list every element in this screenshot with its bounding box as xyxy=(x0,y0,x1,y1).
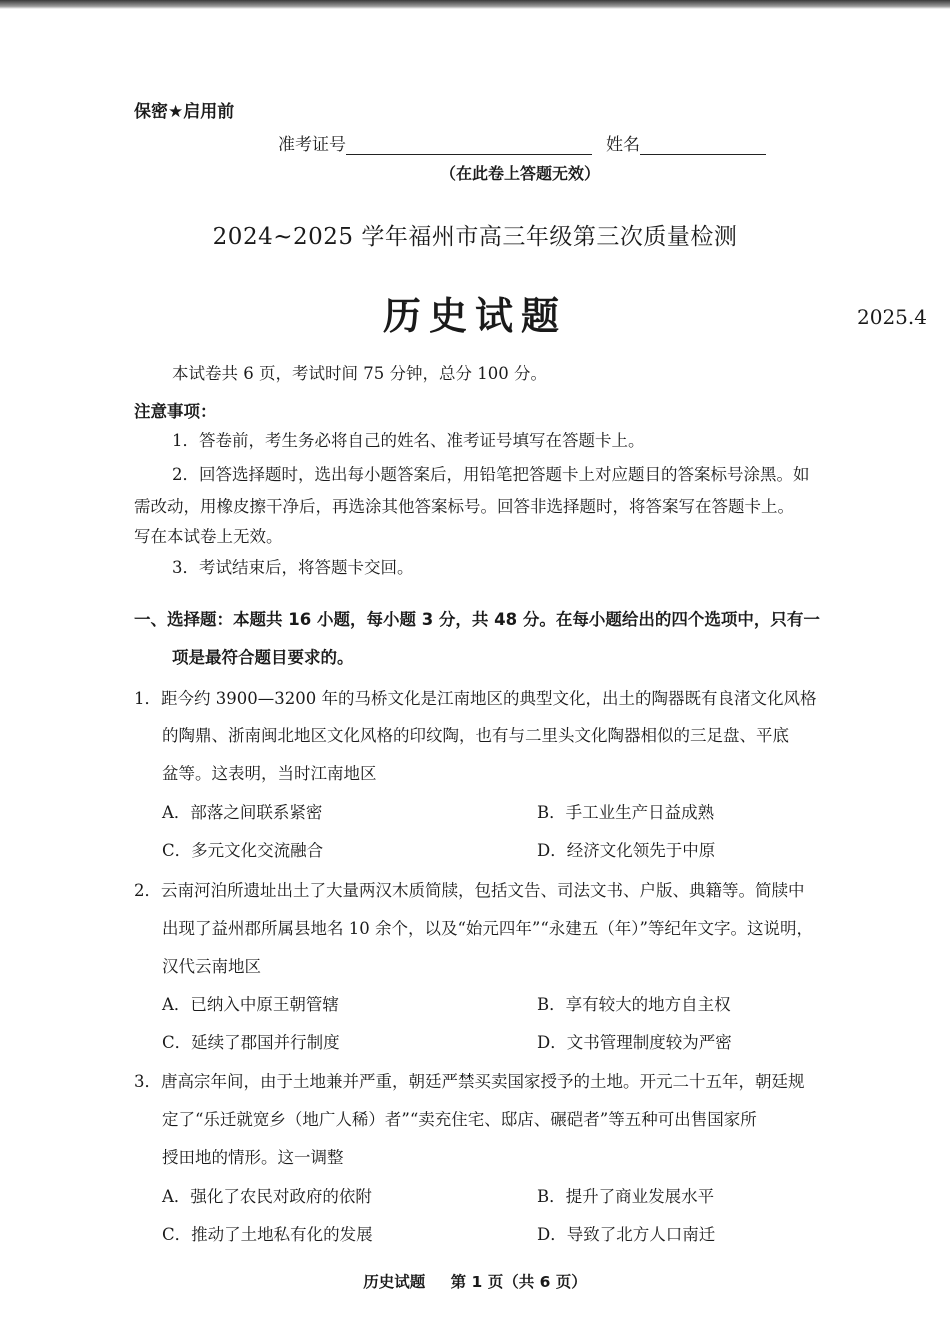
question-stem-line: 出现了益州郡所属县地名 10 余个，以及“始元四年”“永建五（年）”等纪年文字。这说明， xyxy=(162,919,813,938)
scan-edge xyxy=(0,0,950,9)
notice-title: 注意事项： xyxy=(134,402,217,421)
exam-id-blank xyxy=(346,136,592,155)
notice-item: 写在本试卷上无效。 xyxy=(134,527,283,546)
exam-date: 2025.4 xyxy=(857,305,927,329)
notice-item: 3．考试结束后，将答题卡交回。 xyxy=(172,558,414,577)
name-blank xyxy=(640,136,766,155)
notice-item: 需改动，用橡皮擦干净后，再选涂其他答案标号。回答非选择题时，将答案写在答题卡上。 xyxy=(134,497,794,516)
section-heading xyxy=(134,606,920,667)
option-c: C．推动了土地私有化的发展 xyxy=(162,1225,373,1244)
question-stem-line: 的陶鼎、浙南闽北地区文化风格的印纹陶，也有与二里头文化陶器相似的三足盘、平底 xyxy=(162,726,789,745)
option-d: D．导致了北方人口南迁 xyxy=(537,1225,716,1244)
question-stem-line: 授田地的情形。这一调整 xyxy=(162,1148,344,1167)
option-b: B．手工业生产日益成熟 xyxy=(537,803,715,822)
question-stem-line: 3．唐高宗年间，由于土地兼并严重，朝廷严禁买卖国家授予的土地。开元二十五年，朝廷规 xyxy=(134,1072,805,1091)
invalid-answer-note: （在此卷上答题无效） xyxy=(440,164,601,183)
option-c: C．延续了郡国并行制度 xyxy=(162,1033,340,1052)
option-a: A．部落之间联系紧密 xyxy=(162,803,323,822)
notice-item: 2．回答选择题时，选出每小题答案后，用铅笔把答题卡上对应题目的答案标号涂黑。如 xyxy=(172,465,810,484)
footer-page-number: 第 1 页（共 6 页） xyxy=(450,1273,587,1291)
candidate-info-line xyxy=(278,130,766,155)
option-c: C．多元文化交流融合 xyxy=(162,841,324,860)
option-a: A．已纳入中原王朝管辖 xyxy=(162,995,339,1014)
subject-title: 历史试题 xyxy=(382,294,567,338)
confidential-label: 保密★启用前 xyxy=(134,102,235,122)
section-heading-line: 一、选择题：本题共 16 小题，每小题 3 分，共 48 分。在每小题给出的四个选项中，只有一 xyxy=(134,610,820,629)
notice-item: 1．答卷前，考生务必将自己的姓名、准考证号填写在答题卡上。 xyxy=(172,431,645,450)
question-stem-line: 1．距今约 3900—3200 年的马桥文化是江南地区的典型文化，出土的陶器既有良渚文化风格 xyxy=(134,689,817,708)
option-d: D．经济文化领先于中原 xyxy=(537,841,716,860)
option-a: A．强化了农民对政府的依附 xyxy=(162,1187,372,1206)
page-footer xyxy=(0,1270,950,1292)
intro-text: 本试卷共 6 页，考试时间 75 分钟，总分 100 分。 xyxy=(172,364,547,383)
option-d: D．文书管理制度较为严密 xyxy=(537,1033,732,1052)
section-heading-line: 项是最符合题目要求的。 xyxy=(172,648,354,667)
option-b: B．提升了商业发展水平 xyxy=(537,1187,715,1206)
question-stem-line: 定了“乐迁就宽乡（地广人稀）者”“卖充住宅、邸店、碾硙者”等五种可出售国家所 xyxy=(162,1110,757,1129)
question-stem-line: 2．云南河泊所遗址出土了大量两汉木质简牍，包括文告、司法文书、户版、典籍等。简牍中 xyxy=(134,881,805,900)
footer-subject: 历史试题 xyxy=(363,1273,426,1291)
question-stem-line: 盆等。这表明，当时江南地区 xyxy=(162,764,377,783)
exam-id-label: 准考证号 xyxy=(278,135,346,155)
option-b: B．享有较大的地方自主权 xyxy=(537,995,731,1014)
exam-title: 2024~2025 学年福州市高三年级第三次质量检测 xyxy=(212,224,738,250)
name-label: 姓名 xyxy=(606,135,640,155)
question-stem-line: 汉代云南地区 xyxy=(162,957,261,976)
